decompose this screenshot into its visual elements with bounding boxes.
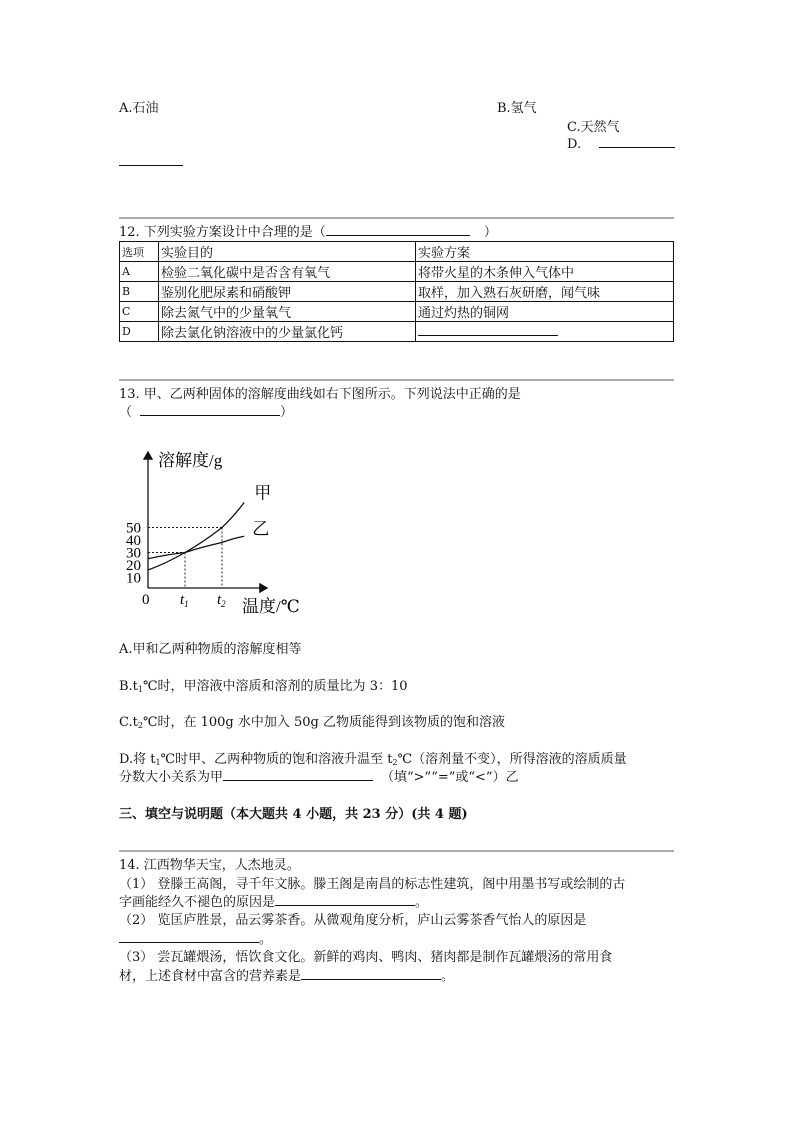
q13-option-d-line1 bbox=[119, 748, 627, 767]
q13-stem: 13. 甲、乙两种固体的溶解度曲线如右下图所示。下列说法中正确的是 bbox=[119, 387, 521, 402]
row-purpose: 除去氯化钠溶液中的少量氯化钙 bbox=[159, 322, 416, 342]
y-tick-label: 20 bbox=[126, 558, 141, 574]
q14-p1-line1: （1） 登滕王高阁，寻千年文脉。滕王阁是南昌的标志性建筑，阁中用墨书写或绘制的古 bbox=[119, 877, 626, 892]
paren-close: ） bbox=[280, 405, 294, 420]
p3-line2-post: 。 bbox=[441, 969, 455, 984]
q14-p3-line2 bbox=[119, 966, 454, 987]
y-tick-label: 40 bbox=[126, 533, 141, 549]
q13-paren bbox=[119, 402, 293, 423]
q11-option-d bbox=[567, 135, 675, 152]
option-d-line2-pre: 分数大小关系为甲 bbox=[119, 770, 224, 785]
header-option: 选项 bbox=[120, 242, 159, 262]
option-d-post: ℃（溶剂量不变），所得溶液的溶质质量 bbox=[397, 752, 627, 767]
y-tick-label: 10 bbox=[126, 570, 141, 587]
series-line-yi bbox=[148, 536, 244, 559]
row-plan: 取样，加入熟石灰研磨，闻气味 bbox=[416, 282, 674, 302]
x-tick-label: $t_1$ bbox=[180, 592, 189, 609]
q13-option-d-line2 bbox=[119, 766, 519, 785]
header-plan: 实验方案 bbox=[416, 242, 674, 262]
paren-open: （ bbox=[119, 405, 133, 420]
table-row bbox=[120, 302, 674, 322]
answer-blank[interactable] bbox=[119, 930, 259, 943]
subscript: 1 bbox=[137, 685, 144, 694]
option-c-pre: C.t bbox=[119, 715, 138, 730]
row-plan: 将带火星的木条伸入气体中 bbox=[416, 262, 674, 282]
answer-blank[interactable] bbox=[223, 768, 373, 781]
q11-option-d-label: D. bbox=[567, 137, 582, 152]
x-axis-label: 温度/℃ bbox=[242, 597, 300, 616]
table-row bbox=[120, 282, 674, 302]
option-d-mid: ℃时甲、乙两种物质的饱和溶液升温至 t bbox=[160, 752, 393, 767]
row-plan: 通过灼热的铜网 bbox=[416, 302, 674, 322]
answer-blank[interactable] bbox=[140, 403, 280, 416]
divider bbox=[119, 379, 674, 381]
answer-blank[interactable] bbox=[301, 967, 441, 980]
answer-blank[interactable] bbox=[418, 323, 558, 336]
option-b-pre: B.t bbox=[119, 679, 138, 694]
q11-option-b: B.氢气 bbox=[497, 101, 537, 116]
row-purpose: 检验二氧化碳中是否含有氧气 bbox=[159, 262, 416, 282]
option-d-line2-post: （填“>”“=”或“<”）乙 bbox=[381, 770, 519, 785]
p2-line2-post: 。 bbox=[259, 932, 273, 947]
option-b-post: ℃时，甲溶液中溶质和溶剂的质量比为 3：10 bbox=[143, 679, 408, 694]
q11-option-d-blank-cont[interactable] bbox=[119, 153, 183, 170]
q13-option-b bbox=[119, 675, 408, 694]
row-option: A bbox=[120, 262, 159, 282]
y-tick-label: 30 bbox=[126, 545, 141, 562]
answer-blank[interactable] bbox=[119, 153, 183, 166]
q13-option-c bbox=[119, 711, 505, 730]
answer-blank[interactable] bbox=[599, 135, 675, 148]
table-row bbox=[120, 322, 674, 342]
section-title: 三、填空与说明题（本大题共 4 小题，共 23 分）(共 4 题) bbox=[119, 807, 468, 822]
y-axis-label: 溶解度/g bbox=[158, 451, 223, 470]
q11-option-a: A.石油 bbox=[119, 101, 159, 116]
x-tick-label: $t_2$ bbox=[217, 592, 226, 609]
row-option: B bbox=[120, 282, 159, 302]
divider bbox=[119, 850, 674, 852]
q12-stem-text: 12. 下列实验方案设计中合理的是（ bbox=[119, 225, 326, 240]
answer-blank[interactable] bbox=[275, 893, 415, 906]
q13-option-a: A.甲和乙两种物质的溶解度相等 bbox=[119, 642, 302, 657]
series-line-jia bbox=[148, 503, 244, 571]
subscript: 2 bbox=[392, 758, 398, 767]
q12-stem-close: ） bbox=[483, 225, 497, 240]
row-option: C bbox=[120, 302, 159, 322]
row-option: D bbox=[120, 322, 159, 342]
q12-stem bbox=[119, 222, 497, 243]
subscript: 1 bbox=[155, 758, 161, 767]
y-tick-label: 50 bbox=[126, 520, 141, 537]
row-purpose: 鉴别化肥尿素和硝酸钾 bbox=[159, 282, 416, 302]
q12-table bbox=[119, 241, 674, 342]
q14-p2-line1: （2） 览匡庐胜景，品云雾茶香。从微观角度分析，庐山云雾茶香气怡人的原因是 bbox=[119, 913, 587, 928]
option-c-post: ℃时，在 100g 水中加入 50g 乙物质能得到该物质的饱和溶液 bbox=[142, 715, 506, 730]
subscript: 2 bbox=[137, 721, 143, 730]
solubility-chart bbox=[112, 440, 312, 620]
q11-option-c: C.天然气 bbox=[567, 120, 620, 135]
row-purpose: 除去氮气中的少量氧气 bbox=[159, 302, 416, 322]
q14-stem: 14. 江西物华天宝，人杰地灵。 bbox=[119, 858, 300, 873]
origin-label: 0 bbox=[142, 592, 150, 608]
table-row bbox=[120, 262, 674, 282]
option-d-pre: D.将 t bbox=[119, 752, 156, 767]
p1-line2-post: 。 bbox=[415, 895, 429, 910]
divider bbox=[119, 217, 674, 219]
header-purpose: 实验目的 bbox=[159, 242, 416, 262]
p1-line2-pre: 字画能经久不褪色的原因是 bbox=[119, 895, 276, 910]
series-label: 甲 bbox=[254, 483, 272, 503]
p3-line2-pre: 材，上述食材中富含的营养素是 bbox=[119, 969, 302, 984]
row-plan-blank[interactable] bbox=[416, 322, 674, 342]
q14-p3-line1: （3） 尝瓦罐煨汤，悟饮食文化。新鲜的鸡肉、鸭肉、猪肉都是制作瓦罐煨汤的常用食 bbox=[119, 950, 613, 965]
table-header-row bbox=[120, 242, 674, 262]
answer-blank[interactable] bbox=[326, 223, 470, 236]
series-label: 乙 bbox=[252, 519, 270, 539]
